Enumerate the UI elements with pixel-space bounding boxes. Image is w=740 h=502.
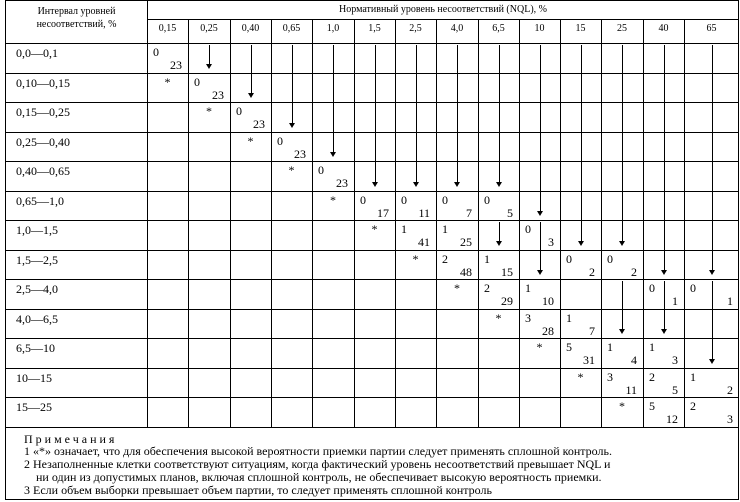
note-1: 1 «*» означает, что для обеспечения высокой вероятности приемки партии следует применять сплошной контроль. — [24, 444, 612, 458]
full-inspection-mark: * — [577, 369, 584, 384]
cell-acceptance-number: 2 — [690, 399, 696, 413]
cell-sample-size: 3 — [727, 412, 733, 426]
cell-sample-size: 17 — [377, 205, 389, 220]
cell-acceptance-number: 0 — [607, 251, 613, 266]
down-arrow-shaft — [499, 45, 500, 182]
full-inspection-mark: * — [288, 163, 295, 177]
cell-acceptance-number: 1 — [525, 281, 531, 295]
row-header-interval: 0,25—0,40 — [16, 134, 70, 149]
cell-acceptance-number: 1 — [442, 222, 448, 236]
down-arrow-icon — [661, 329, 667, 334]
notes-heading: Примечания — [24, 432, 118, 446]
row-line — [6, 102, 739, 103]
row-line — [6, 73, 739, 74]
down-arrow-shaft — [499, 222, 500, 241]
cell-acceptance-number: 0 — [484, 192, 490, 207]
down-arrow-shaft — [209, 45, 210, 64]
column-header-nql: 4,0 — [450, 23, 464, 34]
down-arrow-icon — [372, 182, 378, 187]
nql-title: Нормативный уровень несоответствий (NQL), % — [339, 4, 547, 15]
row-header-interval: 15—25 — [16, 400, 52, 414]
down-arrow-shaft — [664, 281, 665, 329]
row-header-interval: 0,10—0,15 — [16, 75, 70, 90]
cell-acceptance-number: 0 — [360, 192, 366, 207]
full-inspection-mark: * — [371, 222, 378, 236]
column-line — [395, 19, 396, 427]
row-line — [6, 397, 739, 398]
nql-table-figure — [5, 0, 739, 500]
down-arrow-icon — [330, 152, 336, 157]
row-header-interval: 1,5—2,5 — [16, 252, 58, 267]
cell-acceptance-number: 0 — [277, 133, 283, 148]
cell-acceptance-number: 2 — [649, 369, 655, 384]
down-arrow-shaft — [540, 45, 541, 211]
cell-sample-size: 29 — [501, 294, 513, 308]
down-arrow-icon — [537, 270, 543, 275]
column-line — [354, 19, 355, 427]
cell-acceptance-number: 0 — [525, 222, 531, 236]
cell-acceptance-number: 1 — [607, 340, 613, 354]
cell-acceptance-number: 0 — [318, 163, 324, 177]
down-arrow-icon — [413, 182, 419, 187]
row-line — [6, 132, 739, 133]
down-arrow-shaft — [416, 45, 417, 182]
cell-sample-size: 41 — [418, 235, 430, 249]
row-header-interval: 10—15 — [16, 370, 52, 385]
down-arrow-icon — [248, 93, 254, 98]
cell-sample-size: 11 — [418, 205, 430, 220]
cell-sample-size: 23 — [336, 176, 348, 190]
column-header-nql: 15 — [575, 23, 586, 34]
down-arrow-icon — [709, 270, 715, 275]
down-arrow-shaft — [664, 45, 665, 270]
cell-sample-size: 10 — [542, 294, 554, 308]
down-arrow-icon — [496, 182, 502, 187]
down-arrow-shaft — [712, 281, 713, 359]
down-arrow-icon — [661, 270, 667, 275]
down-arrow-shaft — [292, 45, 293, 123]
note-3: 3 Если объем выборки превышает объем партии, то следует применять сплошной контроль — [24, 483, 492, 497]
cell-sample-size: 12 — [666, 412, 678, 426]
cell-sample-size: 7 — [466, 205, 472, 220]
row-line — [6, 368, 739, 369]
column-line — [684, 19, 685, 427]
down-arrow-shaft — [581, 45, 582, 241]
column-header-nql: 0,25 — [200, 23, 218, 34]
row-header-interval: 0,15—0,25 — [16, 105, 70, 119]
down-arrow-icon — [619, 329, 625, 334]
column-header-nql: 6,5 — [492, 23, 505, 34]
interval-header — [6, 5, 147, 31]
cell-acceptance-number: 1 — [484, 251, 490, 266]
cell-acceptance-number: 5 — [649, 399, 655, 413]
column-line — [478, 19, 479, 427]
row-header-interval: 0,40—0,65 — [16, 164, 70, 178]
down-arrow-icon — [454, 182, 460, 187]
full-inspection-mark: * — [412, 251, 419, 266]
cell-sample-size: 48 — [460, 264, 472, 279]
note-2-cont: ни один из допустимых планов, включая сплошной контроль, не обеспечивает высокую вероятность приемки. — [36, 470, 602, 484]
row-header-interval: 2,5—4,0 — [16, 282, 58, 296]
down-arrow-icon — [537, 211, 543, 216]
column-line — [271, 19, 272, 427]
interval-header-line-2: несоответствий, % — [36, 19, 117, 30]
cell-acceptance-number: 1 — [649, 340, 655, 354]
full-inspection-mark: * — [164, 74, 171, 89]
note-2: 2 Незаполненные клетки соответствуют ситуациям, когда фактический уровень несоответствий превышает NQL и — [24, 457, 611, 471]
row-line — [6, 191, 739, 192]
cell-sample-size: 23 — [294, 146, 306, 161]
row-header-interval: 4,0—6,5 — [16, 311, 58, 326]
cell-acceptance-number: 0 — [649, 281, 655, 295]
column-header-nql: 0,40 — [241, 23, 260, 34]
full-inspection-mark: * — [536, 340, 543, 354]
row-header-interval: 0,65—1,0 — [16, 193, 64, 208]
cell-sample-size: 11 — [625, 382, 637, 397]
cell-acceptance-number: 0 — [194, 74, 200, 89]
cell-sample-size: 23 — [253, 117, 265, 131]
column-header-nql: 1,0 — [326, 23, 340, 34]
cell-acceptance-number: 0 — [153, 45, 159, 59]
header-bottom-line — [6, 43, 739, 44]
down-arrow-shaft — [333, 45, 334, 152]
cell-sample-size: 15 — [501, 264, 513, 279]
cell-acceptance-number: 2 — [442, 251, 448, 266]
cell-acceptance-number: 2 — [484, 281, 490, 295]
column-header-nql: 10 — [534, 23, 545, 34]
row-line — [6, 250, 739, 251]
row-header-interval: 1,0—1,5 — [16, 223, 58, 237]
cell-sample-size: 3 — [672, 353, 678, 367]
down-arrow-icon — [289, 123, 295, 128]
row-header-interval: 6,5—10 — [16, 341, 55, 355]
cell-sample-size: 2 — [631, 264, 637, 279]
cell-acceptance-number: 0 — [236, 104, 242, 118]
column-header-nql: 25 — [617, 23, 627, 34]
row-line — [6, 338, 739, 339]
cell-sample-size: 5 — [507, 205, 513, 220]
row-line — [6, 309, 739, 310]
down-arrow-shaft — [375, 45, 376, 182]
row-line — [6, 220, 739, 221]
cell-sample-size: 2 — [727, 382, 733, 397]
down-arrow-shaft — [251, 45, 252, 93]
cell-sample-size: 3 — [548, 235, 554, 249]
down-arrow-shaft — [540, 222, 541, 270]
cell-acceptance-number: 1 — [566, 310, 572, 325]
column-header-nql: 40 — [658, 23, 669, 34]
down-arrow-shaft — [622, 45, 623, 241]
column-line — [519, 19, 520, 427]
cell-sample-size: 28 — [542, 323, 554, 338]
cell-sample-size: 7 — [589, 323, 595, 338]
row-line — [6, 161, 739, 162]
cell-acceptance-number: 1 — [690, 369, 696, 384]
cell-sample-size: 25 — [460, 235, 472, 249]
column-header-nql: 2,5 — [409, 23, 422, 34]
cell-acceptance-number: 0 — [442, 192, 448, 207]
cell-sample-size: 4 — [631, 353, 637, 367]
row-line — [6, 279, 739, 280]
cell-acceptance-number: 1 — [401, 222, 407, 236]
full-inspection-mark: * — [330, 192, 336, 207]
down-arrow-shaft — [622, 281, 623, 329]
full-inspection-mark: * — [247, 133, 254, 148]
cell-acceptance-number: 0 — [401, 192, 407, 207]
row-line — [6, 427, 739, 428]
column-header-nql: 65 — [706, 23, 717, 34]
cell-acceptance-number: 5 — [566, 340, 572, 354]
cell-sample-size: 5 — [672, 382, 678, 397]
cell-sample-size: 1 — [672, 294, 678, 308]
column-line — [188, 19, 189, 427]
full-inspection-mark: * — [206, 104, 212, 118]
cell-sample-size: 31 — [583, 353, 595, 367]
cell-acceptance-number: 3 — [525, 310, 531, 325]
full-inspection-mark: * — [619, 399, 625, 413]
cell-sample-size: 23 — [170, 58, 182, 72]
down-arrow-icon — [709, 359, 715, 364]
full-inspection-mark: * — [495, 310, 502, 325]
interval-header-line-1: Интервал уровней — [37, 6, 116, 17]
cell-acceptance-number: 3 — [607, 369, 613, 384]
down-arrow-shaft — [457, 45, 458, 182]
full-inspection-mark: * — [454, 281, 460, 295]
column-line — [436, 19, 437, 427]
column-header-nql: 1,5 — [368, 23, 381, 34]
down-arrow-shaft — [712, 45, 713, 270]
column-header-nql: 0,15 — [158, 23, 177, 34]
cell-sample-size: 1 — [727, 294, 733, 308]
cell-acceptance-number: 0 — [690, 281, 696, 295]
column-header-nql: 0,65 — [282, 23, 301, 34]
cell-sample-size: 23 — [212, 87, 224, 102]
cell-sample-size: 2 — [589, 264, 595, 279]
row-header-interval: 0,0—0,1 — [16, 46, 58, 60]
header-divider-line — [147, 19, 739, 20]
column-line — [312, 19, 313, 427]
column-line — [230, 19, 231, 427]
down-arrow-icon — [496, 241, 502, 246]
cell-acceptance-number: 0 — [566, 251, 572, 266]
down-arrow-icon — [206, 64, 212, 69]
down-arrow-icon — [619, 241, 625, 246]
down-arrow-icon — [578, 241, 584, 246]
